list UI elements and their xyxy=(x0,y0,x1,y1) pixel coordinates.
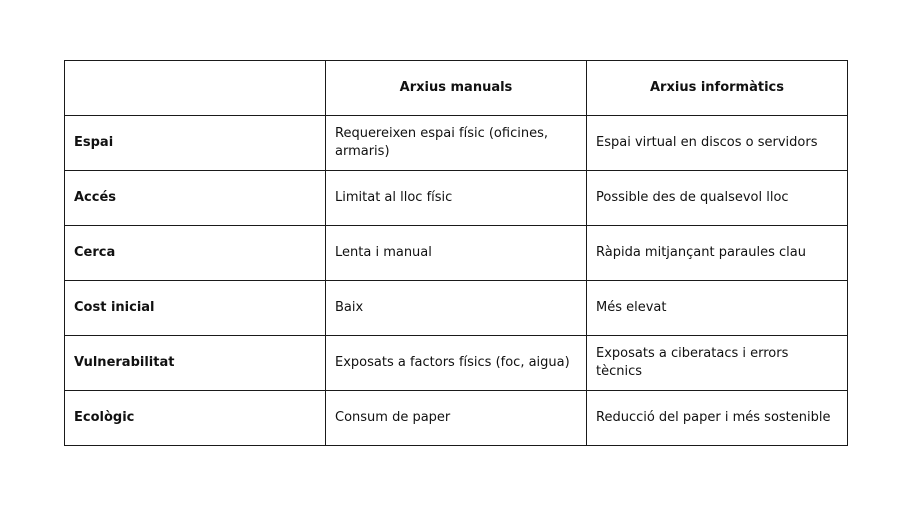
table-row xyxy=(65,336,848,391)
row-label: Cerca xyxy=(65,226,326,281)
manual-cell: Baix xyxy=(326,281,587,336)
table-row xyxy=(65,116,848,171)
table-row xyxy=(65,171,848,226)
row-label: Vulnerabilitat xyxy=(65,336,326,391)
table-row xyxy=(65,391,848,446)
digital-cell: Possible des de qualsevol lloc xyxy=(587,171,848,226)
digital-cell: Espai virtual en discos o servidors xyxy=(587,116,848,171)
row-label: Cost inicial xyxy=(65,281,326,336)
table-row xyxy=(65,281,848,336)
manual-cell: Lenta i manual xyxy=(326,226,587,281)
table-header-row xyxy=(65,61,848,116)
table-row xyxy=(65,226,848,281)
header-digital-files: Arxius informàtics xyxy=(587,61,848,116)
row-label: Ecològic xyxy=(65,391,326,446)
manual-cell: Exposats a factors físics (foc, aigua) xyxy=(326,336,587,391)
header-empty-cell xyxy=(65,61,326,116)
digital-cell: Exposats a ciberatacs i errors tècnics xyxy=(587,336,848,391)
digital-cell: Reducció del paper i més sostenible xyxy=(587,391,848,446)
digital-cell: Més elevat xyxy=(587,281,848,336)
manual-cell: Requereixen espai físic (oficines, armaris) xyxy=(326,116,587,171)
comparison-table xyxy=(64,60,848,446)
manual-cell: Limitat al lloc físic xyxy=(326,171,587,226)
header-manual-files: Arxius manuals xyxy=(326,61,587,116)
row-label: Accés xyxy=(65,171,326,226)
digital-cell: Ràpida mitjançant paraules clau xyxy=(587,226,848,281)
manual-cell: Consum de paper xyxy=(326,391,587,446)
row-label: Espai xyxy=(65,116,326,171)
